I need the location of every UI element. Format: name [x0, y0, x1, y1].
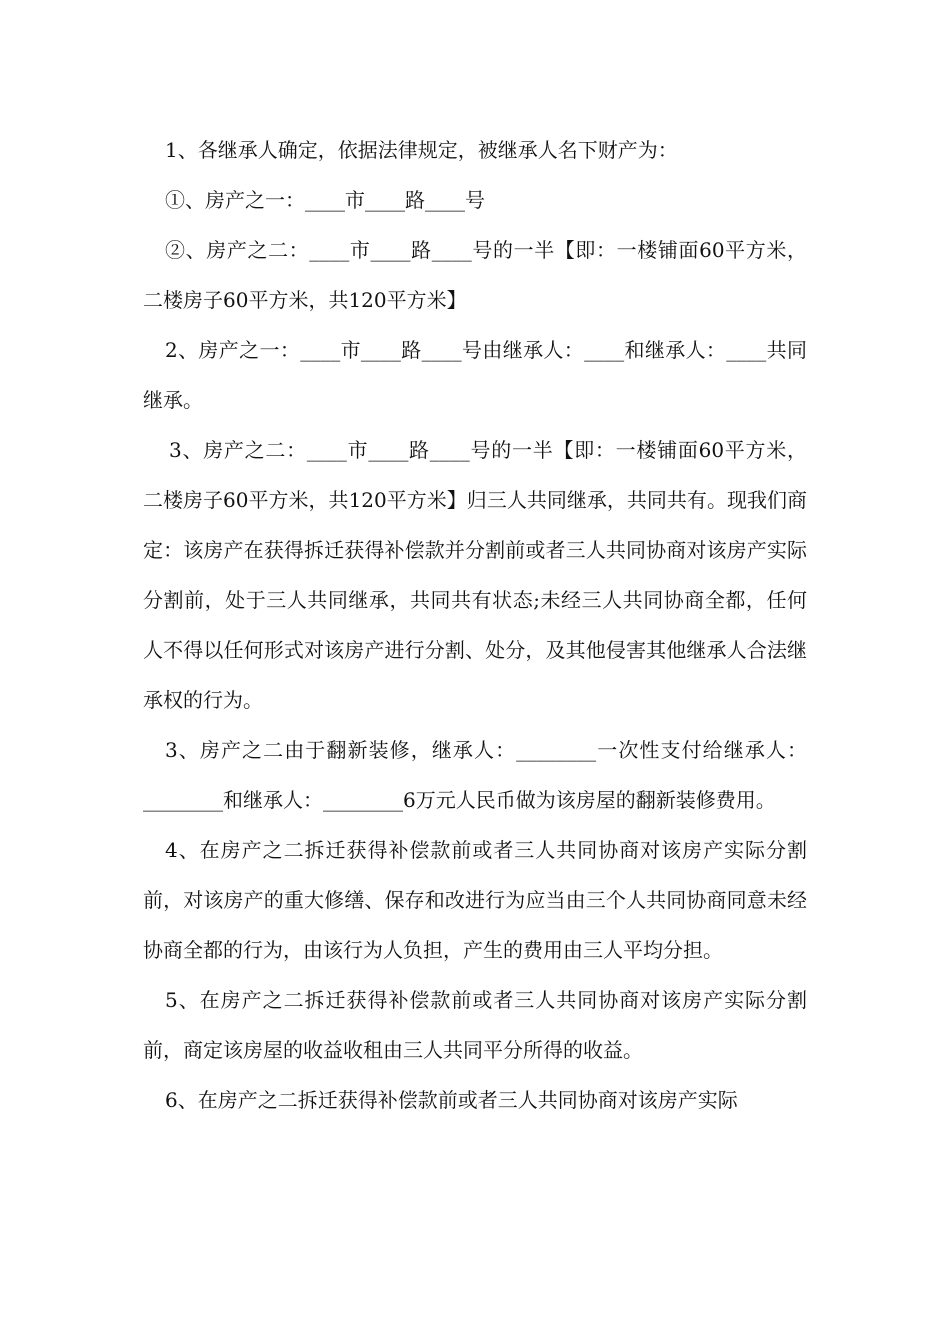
paragraph-property-2: ②、房产之二：____市____路____号的一半【即：一楼铺面60平方米，二楼房子60平方米，共120平方米】 — [143, 238, 807, 312]
paragraph-1: 1、各继承人确定，依据法律规定，被继承人名下财产为： — [165, 138, 678, 162]
document-page — [143, 125, 807, 1125]
paragraph-3a: 3、房产之二：____市____路____号的一半【即：一楼铺面60平方米，二楼房子60平方米，共120平方米】归三人共同继承，共同共有。现我们商定：该房产在获得拆迁获得补偿款并分割前或者三人共同协商对该房产实际分割前，处于三人共同继承，共同共有状态;未经三人共同协商全都，任何人不得以任何形式对该房产进行分割、处分，及其他侵害其他继承人合法继承权的行为。 — [143, 438, 807, 712]
paragraph-4: 4、在房产之二拆迁获得补偿款前或者三人共同协商对该房产实际分割前，对该房产的重大修缮、保存和改进行为应当由三个人共同协商同意未经协商全都的行为，由该行为人负担，产生的费用由三人平均分担。 — [143, 838, 807, 962]
paragraph-3b: 3、房产之二由于翻新装修，继承人：________一次性支付给继承人：________和继承人：________6万元人民币做为该房屋的翻新装修费用。 — [143, 738, 807, 812]
paragraph-5: 5、在房产之二拆迁获得补偿款前或者三人共同协商对该房产实际分割前，商定该房屋的收益收租由三人共同平分所得的收益。 — [143, 988, 807, 1062]
paragraph-6: 6、在房产之二拆迁获得补偿款前或者三人共同协商对该房产实际 — [165, 1088, 738, 1112]
paragraph-property-1: ①、房产之一：____市____路____号 — [165, 188, 485, 212]
paragraph-2: 2、房产之一：____市____路____号由继承人：____和继承人：____共同继承。 — [143, 338, 807, 412]
